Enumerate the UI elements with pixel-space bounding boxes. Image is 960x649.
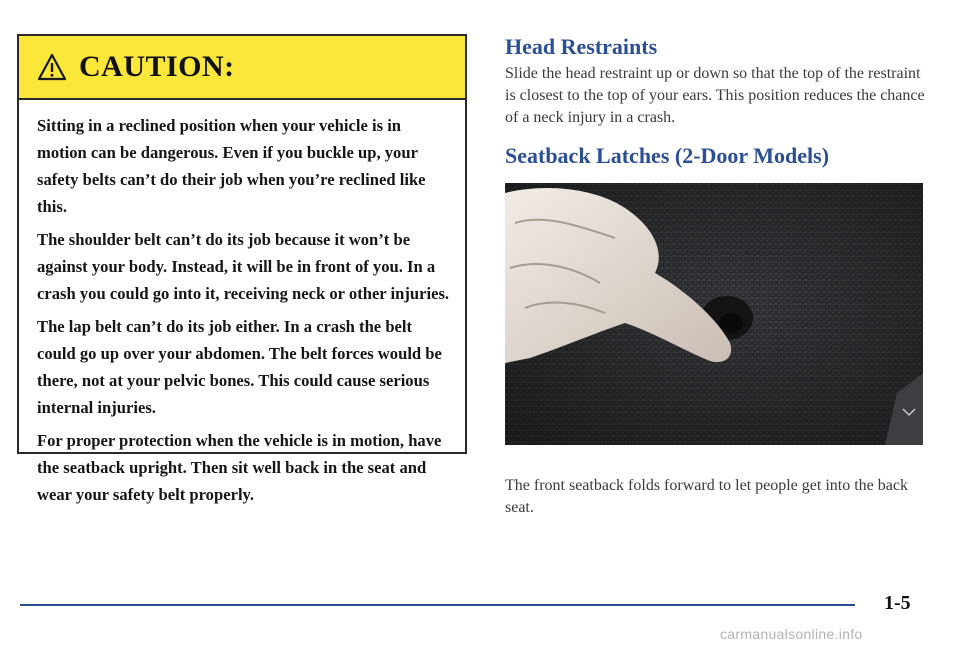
footer-rule <box>20 604 855 606</box>
watermark: carmanualsonline.info <box>720 626 863 642</box>
page-number: 1-5 <box>884 592 911 614</box>
caution-box <box>17 34 467 504</box>
warning-triangle-icon <box>37 53 67 81</box>
caution-body <box>19 100 465 508</box>
seatback-latches-text: The front seatback folds forward to let people get into the back seat. <box>505 477 908 516</box>
seatback-latch-illustration <box>505 183 923 445</box>
seatback-latches-heading: Seatback Latches (2-Door Models) <box>505 143 830 168</box>
caution-paragraph-shoulder-belt: The shoulder belt can’t do its job because it won’t be against your body. Instead, it will be in front of you. In a crash you could go into it, receiving neck or other injuries. <box>37 230 450 303</box>
head-restraints-text: Slide the head restraint up or down so that the top of the restraint is closest to the top of your ears. This position reduces the chance of a neck injury in a crash. <box>505 65 925 126</box>
caution-paragraph-lap-belt: The lap belt can’t do its job either. In a crash the belt could go up over your abdomen. The belt forces would be there, not at your pelvic bones. This could cause serious internal injuries. <box>37 317 442 417</box>
seatback-latch-photo <box>505 183 923 445</box>
head-restraints-heading: Head Restraints <box>505 34 658 59</box>
caution-title: CAUTION: <box>79 50 235 83</box>
caution-paragraph-reclined: Sitting in a reclined position when your vehicle is in motion can be dangerous. Even if you buckle up, your safety belts can’t do their job when you’re reclined like this. <box>37 116 426 216</box>
caution-header <box>19 36 465 100</box>
caution-paragraph-protection: For proper protection when the vehicle is in motion, have the seatback upright. Then sit well back in the seat and wear your safety belt properly. <box>37 431 442 504</box>
